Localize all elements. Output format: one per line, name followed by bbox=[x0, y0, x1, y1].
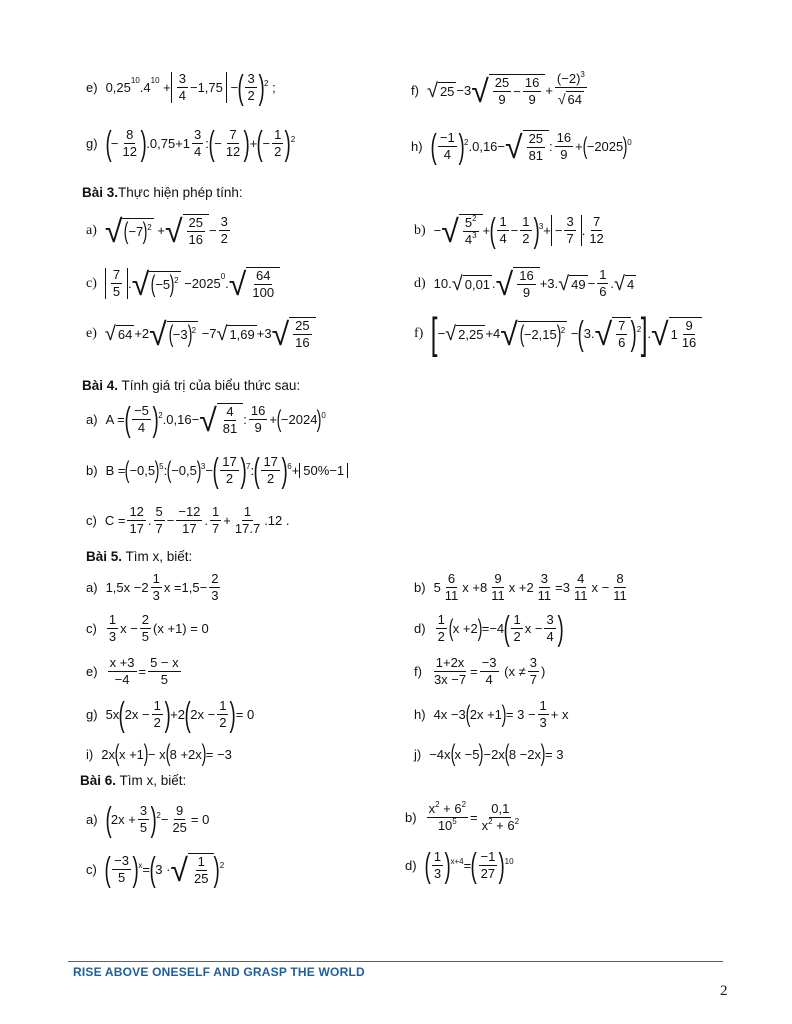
exercise-3d: d) 10. √ 0,01 . √ $\frac{16}{9}$ +3. √ 49 − $\frac{1}{6}$ . √ 4 bbox=[414, 265, 635, 302]
heading-bai-5: Bài 5. Tìm x, biết: bbox=[86, 549, 193, 564]
exercise-5e: e) $\frac{x +3}{-4}$ = $\frac{5 - x}{5}$ bbox=[86, 655, 179, 687]
exercise-5i: i) 2x ( x +1 ) − x ( 8 +2x ) = −3 bbox=[86, 740, 232, 767]
exercise-6c: c) ( $\frac{-3}{5}$ ) $^x$ = ( 3 · √ $\frac{1}{25}$ ) $^2$ bbox=[86, 850, 225, 889]
exercise-5h: h) 4x −3 ( 2x +1 ) = 3 − $\frac{1}{3}$ + x bbox=[414, 698, 569, 730]
exercise-3b: b) − √ $\frac{5^2}{4^3}$ + ( $\frac{1}{4}$ − $\frac{1}{2}$ ) $^3$ + − $\frac{3}{7}$ . $\frac{7}{12}$ bbox=[414, 211, 604, 250]
exercise-5d: d) $\frac{1}{2}$ ( x +2 ) =−4 ( $\frac{1}{2}$ x − $\frac{3}{4}$ ) bbox=[414, 609, 564, 648]
exercise-6a: a) ( 2x + $\frac{3}{5}$ ) $^2$ − $\frac{9}{25}$ = 0 bbox=[86, 800, 210, 839]
heading-bai-6: Bài 6. Tìm x, biết: bbox=[80, 773, 187, 788]
heading-bai-3: Bài 3.Thực hiện phép tính: bbox=[82, 185, 243, 200]
exercise-5c: c) $\frac{1}{3}$ x − $\frac{2}{5}$ (x +1) = 0 bbox=[86, 612, 209, 644]
exercise-3c: c) $\frac{7}{5}$ . √ ( −5 ) $^2$ $-2025^0$. √ $\frac{64}{100}$ bbox=[86, 267, 280, 300]
exercise-3f: f) [ − √ 2,25 +4 √ ( −2,15 ) $^2$ − ( 3. √ $\frac{7}{6}$ ) $^2$ ] . √ 1 $\frac{9}{16}$ bbox=[414, 317, 702, 350]
exercise-top-f: f) √ 25 −3 √ $\frac{25}{9}$ − $\frac{16}{9}$ + $(-2)^3$ √ 64 bbox=[411, 70, 585, 109]
exercise-5f: f) $\frac{1+2x}{3x -7}$ = $\frac{-3}{4}$ (x ≠ $\frac{3}{7}$ ) bbox=[414, 655, 546, 687]
exercise-3a: a) √ ( −7 ) $^2$ + √ $\frac{25}{16}$ − $\frac{3}{2}$ bbox=[86, 212, 228, 249]
exercise-5j: j) −4x ( x −5 ) −2x ( 8 −2x ) = 3 bbox=[414, 740, 564, 767]
exercise-5a: a) 1,5x −2 $\frac{1}{3}$ x =1,5− $\frac{2}{3}$ bbox=[86, 571, 219, 603]
exercise-5g: g) 5x ( 2x − $\frac{1}{2}$ ) +2 ( 2x − $\frac{1}{2}$ ) = 0 bbox=[86, 695, 255, 734]
footer-divider bbox=[68, 961, 723, 962]
exercise-4a: a) A = ( $\frac{-5}{4}$ ) $^2$ .0,16− √ $\frac{4}{81}$ : $\frac{16}{9}$ + ( −2024 ) $^0$ bbox=[86, 400, 326, 439]
exercise-5b: b) 5 $\frac{6}{11}$ x +8 $\frac{9}{11}$ x +2 $\frac{3}{11}$ =3 $\frac{4}{11}$ x − $\frac{8}{11}$ bbox=[414, 571, 627, 603]
footer-slogan: RISE ABOVE ONESELF AND GRASP THE WORLD bbox=[73, 965, 365, 979]
exercise-6b: b) $\frac{x^2 + 6^2}{10^5}$ = $\frac{0,1}{x^2 + 6^2}$ bbox=[405, 800, 520, 833]
page-number: 2 bbox=[720, 983, 728, 999]
exercise-6d: d) ( $\frac{1}{3}$ ) $^{x+4}$ = ( $\frac{-1}{27}$ ) $^{10}$ bbox=[405, 846, 514, 885]
exercise-4c: c) C = $\frac{12}{17}$ . $\frac{5}{7}$ − $\frac{-12}{17}$ . $\frac{1}{7}$ + $\frac{1}{17.7}$ .12 . bbox=[86, 504, 290, 536]
exercise-top-h: h) ( $\frac{-1}{4}$ ) $^2$ .0,16− √ $\frac{25}{81}$ : $\frac{16}{9}$ + ( −2025 ) $^0$ bbox=[411, 127, 632, 166]
exercise-3e: e) √ 64 +2 √ ( −3 ) $^2$ −7 √ 1,69 +3 √ $\frac{25}{16}$ bbox=[86, 317, 316, 350]
exercise-4b: b) B = ( −0,5 ) $^5$ : ( −0,5 ) $^3$ − ( $\frac{17}{2}$ ) $^7$ : ( $\frac{17}{2}$ ) $^6$ + 50%−1 bbox=[86, 455, 348, 486]
heading-bai-4: Bài 4. Tính giá trị của biểu thức sau: bbox=[82, 378, 301, 393]
exercise-top-e: e) $0,25^{10}.4^{10}$ + $\frac{3}{4}$ −1,75 − ( $\frac{3}{2}$ ) $^2$ ; bbox=[86, 68, 276, 107]
exercise-top-g: g) ( − $\frac{8}{12}$ ) .0,75+1 $\frac{3}{4}$ : ( − $\frac{7}{12}$ ) + ( − $\frac{1}{2}$ ) $^2$ bbox=[86, 124, 296, 163]
